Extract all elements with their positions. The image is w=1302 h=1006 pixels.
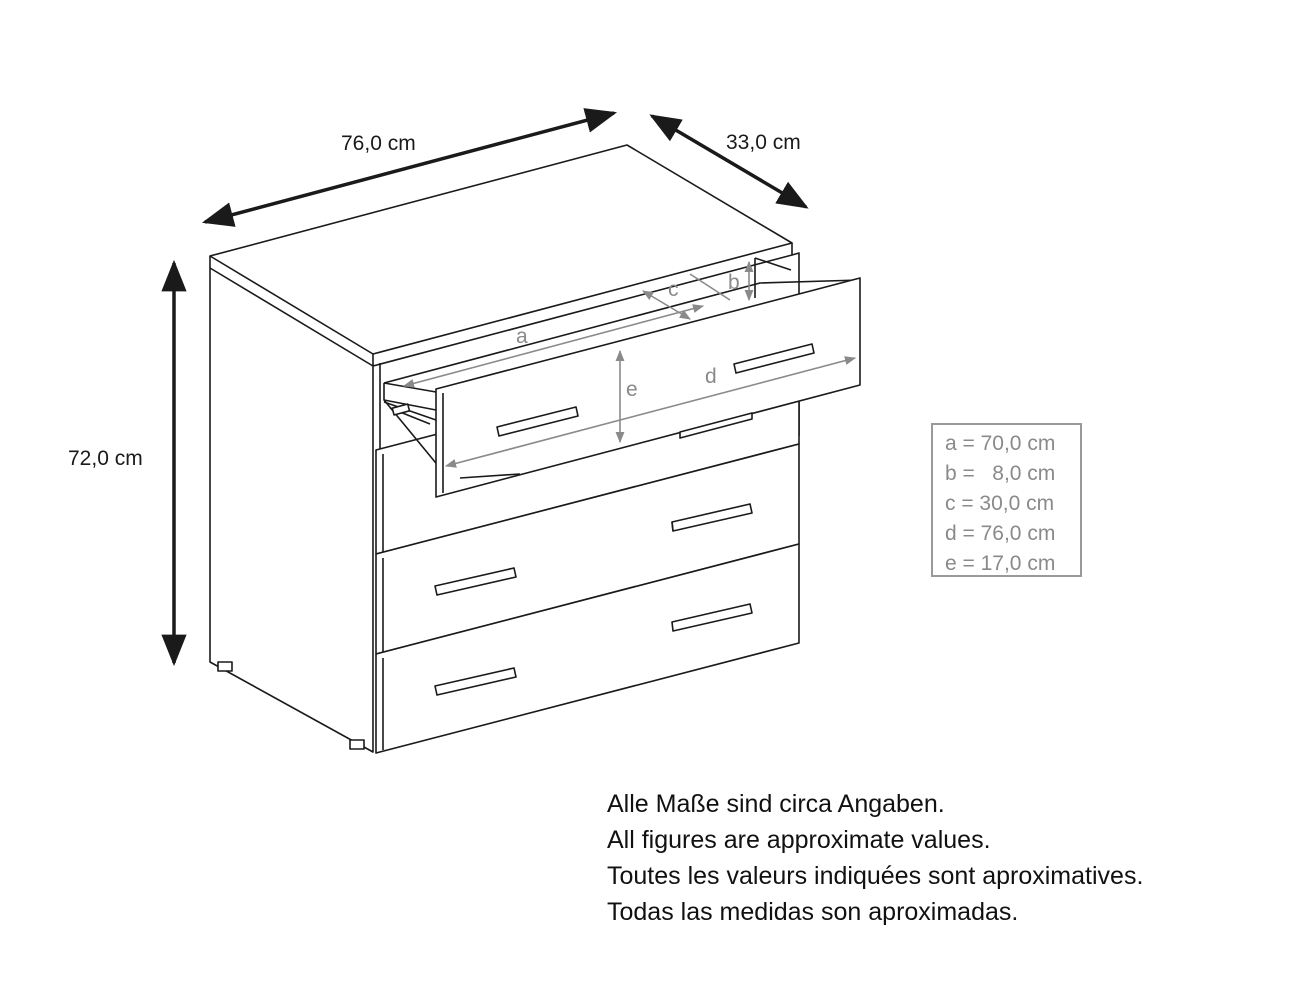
height-dimension-label: 72,0 cm (68, 447, 143, 470)
note-german: Alle Maße sind circa Angaben. (607, 790, 945, 818)
side-panel (210, 268, 373, 752)
legend-row-c: c = 30,0 cm (945, 492, 1055, 515)
foot-front-right (350, 740, 364, 749)
foot-front-left (218, 662, 232, 671)
label-c: c (668, 278, 679, 301)
measure-c (643, 291, 690, 319)
note-spanish: Todas las medidas son aproximadas. (607, 898, 1019, 926)
legend-row-a: a = 70,0 cm (945, 432, 1056, 455)
legend-row-d: d = 76,0 cm (945, 522, 1056, 545)
note-english: All figures are approximate values. (607, 826, 991, 854)
note-french: Toutes les valeurs indiquées sont aproximatives. (607, 862, 1144, 890)
legend-row-b: b = 8,0 cm (945, 462, 1056, 485)
label-e: e (626, 378, 638, 401)
approximation-notes (607, 786, 1143, 930)
dresser-body (210, 145, 860, 753)
label-a: a (516, 325, 528, 348)
measurement-legend (931, 423, 1082, 577)
legend-row-e: e = 17,0 cm (945, 552, 1056, 575)
label-d: d (705, 365, 717, 388)
depth-dimension-label: 33,0 cm (726, 131, 801, 154)
width-dimension-label: 76,0 cm (341, 132, 416, 155)
label-b: b (728, 271, 740, 294)
